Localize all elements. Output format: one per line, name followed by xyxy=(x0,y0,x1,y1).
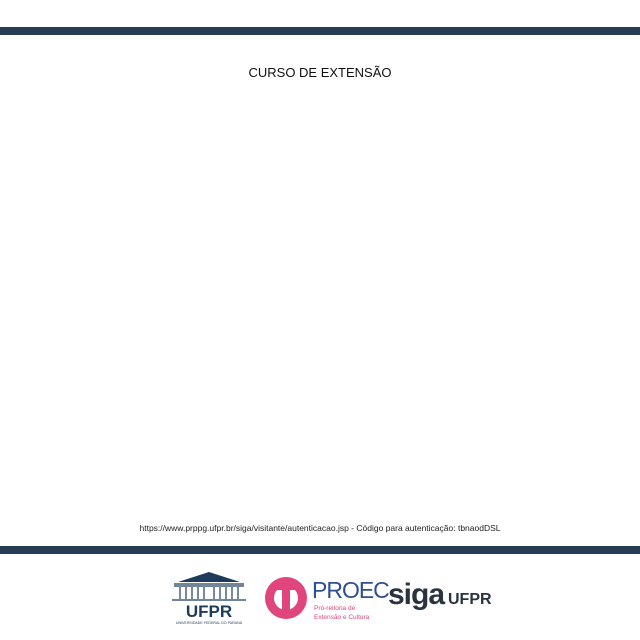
top-header-bar xyxy=(0,27,640,35)
siga-ufpr-logo xyxy=(388,578,500,618)
logo-strip xyxy=(0,566,640,630)
ufpr-building-icon xyxy=(172,572,246,600)
proec-logo-subtext-1: Pró-reitoria de xyxy=(314,605,356,612)
ufpr-logo-subtext: UNIVERSIDADE FEDERAL DO PARANÁ xyxy=(175,621,243,625)
authentication-link[interactable]: https://www.prppg.ufpr.br/siga/visitante/autenticacao.jsp - Código para autenticação: tbnaodDSL xyxy=(139,523,501,533)
certificate-title: CURSO DE EXTENSÃO xyxy=(248,65,392,80)
siga-logo-text: siga xyxy=(388,578,445,611)
proec-logo-text: PROEC xyxy=(312,577,389,603)
proec-emblem-icon xyxy=(265,577,307,619)
ufpr-logo xyxy=(168,568,250,626)
proec-logo-subtext-2: Extensão e Cultura xyxy=(314,614,370,621)
ufpr-logo-text: UFPR xyxy=(185,602,233,621)
proec-logo xyxy=(262,568,389,628)
siga-ufpr-logo-text: UFPR xyxy=(448,591,492,608)
bottom-footer-bar xyxy=(0,546,640,554)
